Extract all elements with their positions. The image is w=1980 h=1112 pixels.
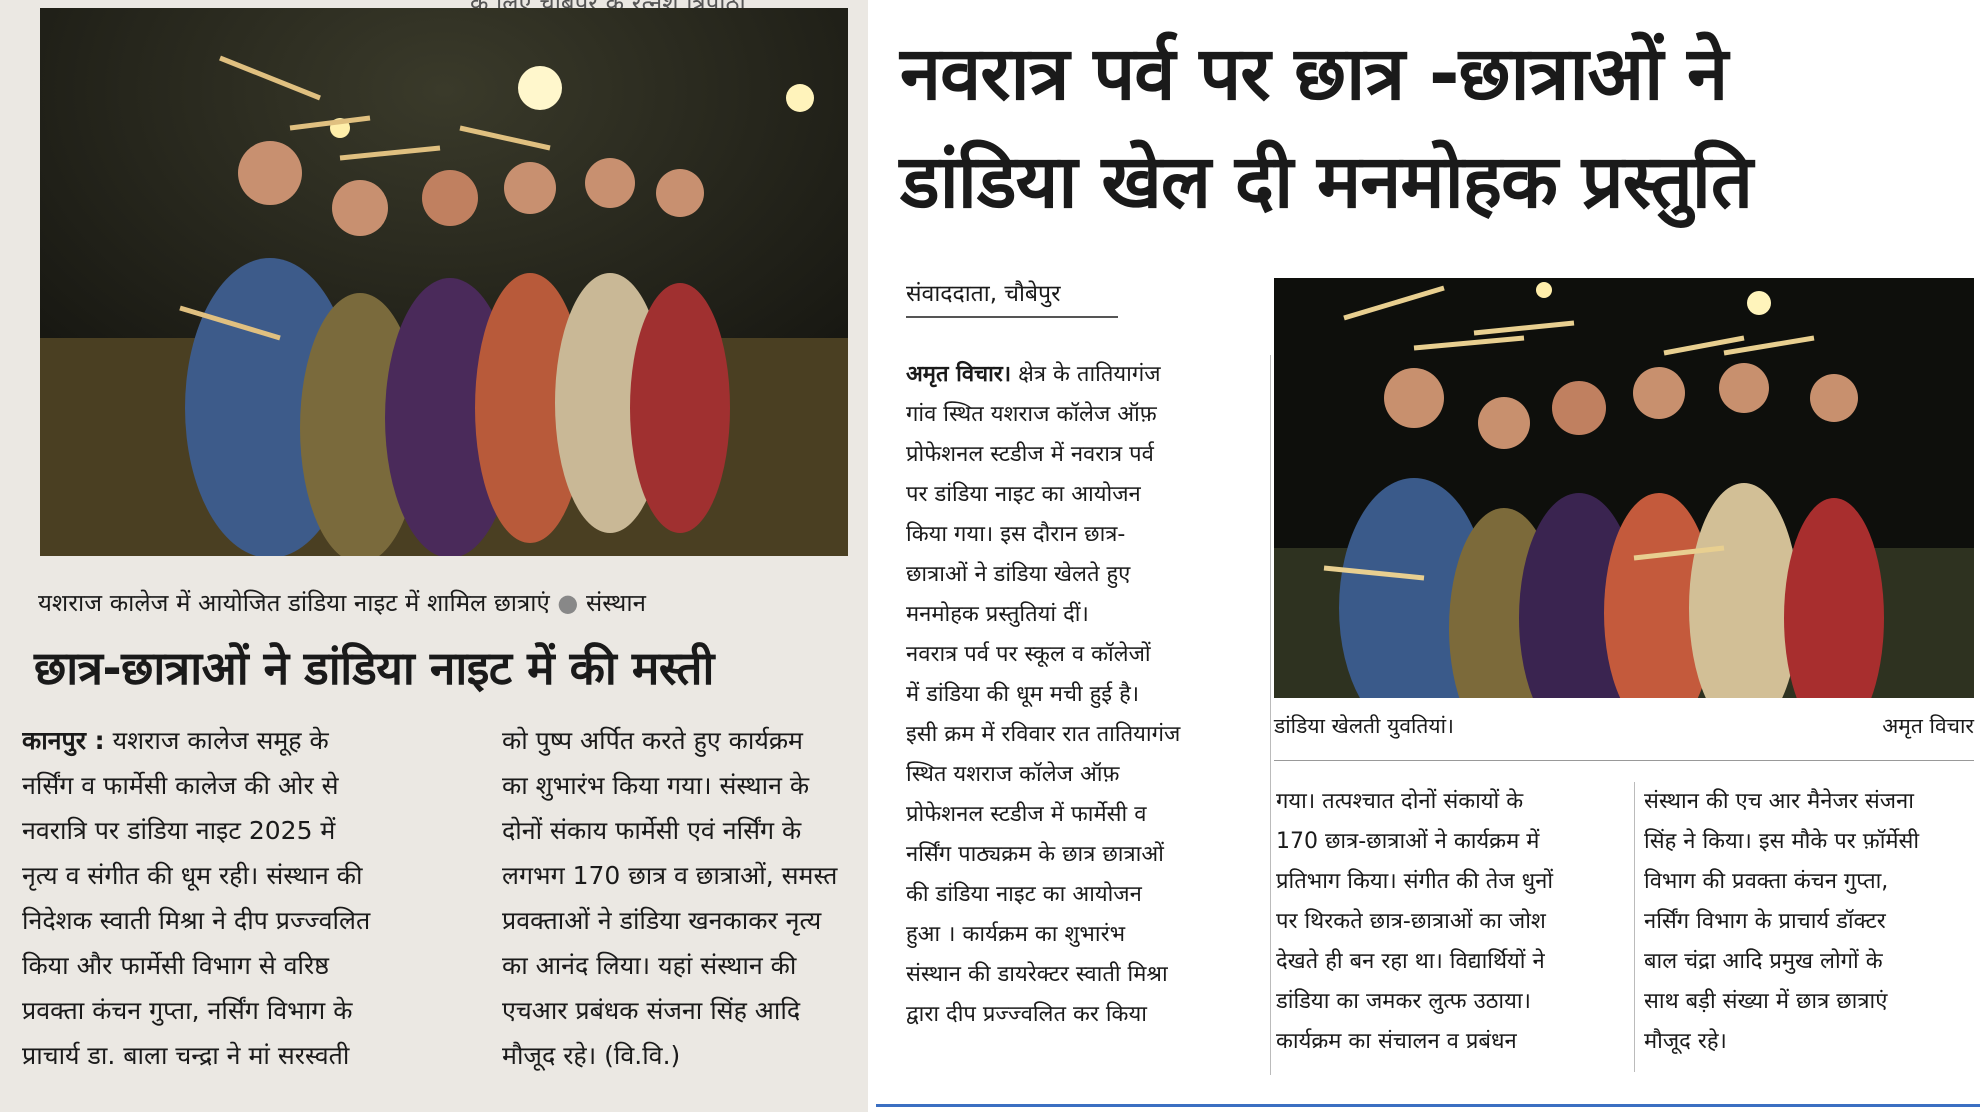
byline: संवाददाता, चौबेपुर [906,281,1061,307]
right-photo-caption: डांडिया खेलती युवतियां। [1274,714,1454,738]
left-col1-line: नृत्य व संगीत की धूम रही। संस्थान की [22,861,363,890]
left-col2-line: को पुष्प अर्पित करते हुए कार्यक्रम [502,726,803,755]
right-column-2 [1276,782,1626,1062]
col3-line: साथ बड़ी संख्या में छात्र छात्राएं [1644,989,1888,1014]
left-col1-line: नर्सिंग व फार्मेसी कालेज की ओर से [22,771,339,800]
left-col1-line: प्रवक्ता कंचन गुप्ता, नर्सिंग विभाग के [22,996,353,1025]
caption-rule [1274,760,1974,761]
left-column-2 [502,718,862,1078]
left-newspaper-clipping [0,0,868,1112]
right-headline-line-1: नवरात्र पर्व पर छात्र -छात्राओं ने [900,31,1728,117]
intro-line: नवरात्र पर्व पर स्कूल व कॉलेजों [906,642,1151,667]
intro-line: स्थित यशराज कॉलेज ऑफ़ [906,762,1120,787]
caption-text: यशराज कालेज में आयोजित डांडिया नाइट में शामिल छात्राएं [38,589,550,617]
left-col2-line: एचआर प्रबंधक संजना सिंह आदि [502,996,801,1025]
col3-line: मौजूद रहे। [1644,1029,1727,1054]
intro-line: में डांडिया की धूम मची हुई है। [906,682,1140,707]
caption-credit: संस्थान [585,589,646,617]
intro-line: द्वारा दीप प्रज्ज्वलित कर किया [906,1002,1147,1027]
intro-line: पर डांडिया नाइट का आयोजन [906,482,1141,507]
bullet-icon: ● [557,589,579,617]
col3-line: बाल चंद्रा आदि प्रमुख लोगों के [1644,949,1883,974]
left-col2-line: दोनों संकाय फार्मेसी एवं नर्सिंग के [502,816,802,845]
left-col1-line: निदेशक स्वाती मिश्रा ने दीप प्रज्ज्वलित [22,906,371,935]
intro-line: संस्थान की डायरेक्टर स्वाती मिश्रा [906,962,1168,987]
right-photo-credit: अमृत विचार [1882,714,1974,738]
col2-line: कार्यक्रम का संचालन व प्रबंधन [1276,1029,1517,1054]
intro-line: गांव स्थित यशराज कॉलेज ऑफ़ [906,402,1157,427]
intro-line: हुआ । कार्यक्रम का शुभारंभ [906,922,1126,947]
left-col2-line: मौजूद रहे। (वि.वि.) [502,1041,681,1070]
left-dandiya-photo [40,8,848,556]
left-headline: छात्र-छात्राओं ने डांडिया नाइट में की मस्ती [34,641,714,695]
right-column-3 [1644,782,1978,1062]
column-separator [1270,355,1271,1075]
byline-rule [906,316,1118,318]
col3-line: विभाग की प्रवक्ता कंचन गुप्ता, [1644,869,1889,894]
left-column-1 [22,718,472,1078]
left-col1-line: नवरात्रि पर डांडिया नाइट 2025 में [22,816,336,845]
col2-line: डांडिया का जमकर लुत्फ उठाया। [1276,989,1531,1014]
intro-line: किया गया। इस दौरान छात्र- [906,522,1126,547]
col2-line: पर थिरकते छात्र-छात्राओं का जोश [1276,909,1546,934]
intro-line: की डांडिया नाइट का आयोजन [906,882,1142,907]
col3-line: संस्थान की एच आर मैनेजर संजना [1644,789,1914,814]
bottom-rule [876,1104,1980,1107]
col2-line: देखते ही बन रहा था। विद्यार्थियों ने [1276,949,1545,974]
left-col2-line: लगभग 170 छात्र व छात्राओं, समस्त [502,861,838,890]
left-col2-line: का आनंद लिया। यहां संस्थान की [502,951,797,980]
right-intro-column [906,355,1266,1035]
intro-line: प्रोफेशनल स्टडीज में फार्मेसी व [906,802,1147,827]
left-col2-line: का शुभारंभ किया गया। संस्थान के [502,771,810,800]
left-photo-caption [38,586,646,619]
left-col1-line: कानपुर : यशराज कालेज समूह के [22,726,329,755]
col2-line: गया। तत्पश्चात दोनों संकायों के [1276,789,1524,814]
col2-line: प्रतिभाग किया। संगीत की तेज धुनों [1276,869,1554,894]
col3-line: सिंह ने किया। इस मौके पर फ़ॉर्मेसी [1644,829,1920,854]
col2-line: 170 छात्र-छात्राओं ने कार्यक्रम में [1276,829,1540,854]
left-col1-line: प्राचार्य डा. बाला चन्द्रा ने मां सरस्वती [22,1041,350,1070]
intro-line: मनमोहक प्रस्तुतियां दीं। [906,602,1089,627]
intro-line: प्रोफेशनल स्टडीज में नवरात्र पर्व [906,442,1154,467]
intro-line: अमृत विचार। क्षेत्र के तातियागंज [906,362,1161,387]
right-newspaper-clipping [876,0,1980,1112]
right-headline-line-2: डांडिया खेल दी मनमोहक प्रस्तुति [900,139,1753,225]
col3-line: नर्सिंग विभाग के प्राचार्य डॉक्टर [1644,909,1886,934]
intro-line: इसी क्रम में रविवार रात तातियागंज [906,722,1181,747]
intro-line: नर्सिंग पाठ्यक्रम के छात्र छात्राओं [906,842,1164,867]
left-col2-line: प्रवक्ताओं ने डांडिया खनकाकर नृत्य [502,906,822,935]
intro-line: छात्राओं ने डांडिया खेलते हुए [906,562,1131,587]
right-dandiya-photo [1274,278,1974,698]
column-separator-2 [1634,782,1635,1072]
left-col1-line: किया और फार्मेसी विभाग से वरिष्ठ [22,951,329,980]
